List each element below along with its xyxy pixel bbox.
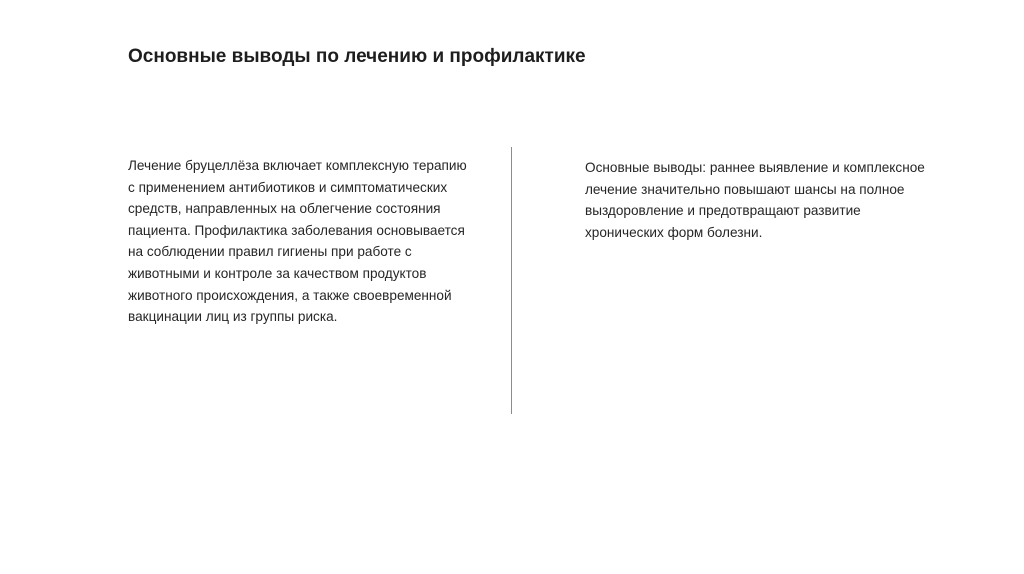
treatment-prevention-text: Лечение бруцеллёза включает комплексную терапию с применением антибиотиков и симптоматических средств, направленных на облегчение состояния пациента. Профилактика заболевания основывается на соблюдении правил гигиены при работе с животными и контроле за качеством продуктов животного происхождения, а также своевременной вакцинации лиц из группы риска. xyxy=(128,158,467,325)
slide-title: Основные выводы по лечению и профилактике xyxy=(128,46,586,67)
conclusions-text: Основные выводы: раннее выявление и комплексное лечение значительно повышают шансы на полное выздоровление и предотвращают развитие хронических форм болезни. xyxy=(585,160,925,240)
column-divider xyxy=(511,147,512,414)
